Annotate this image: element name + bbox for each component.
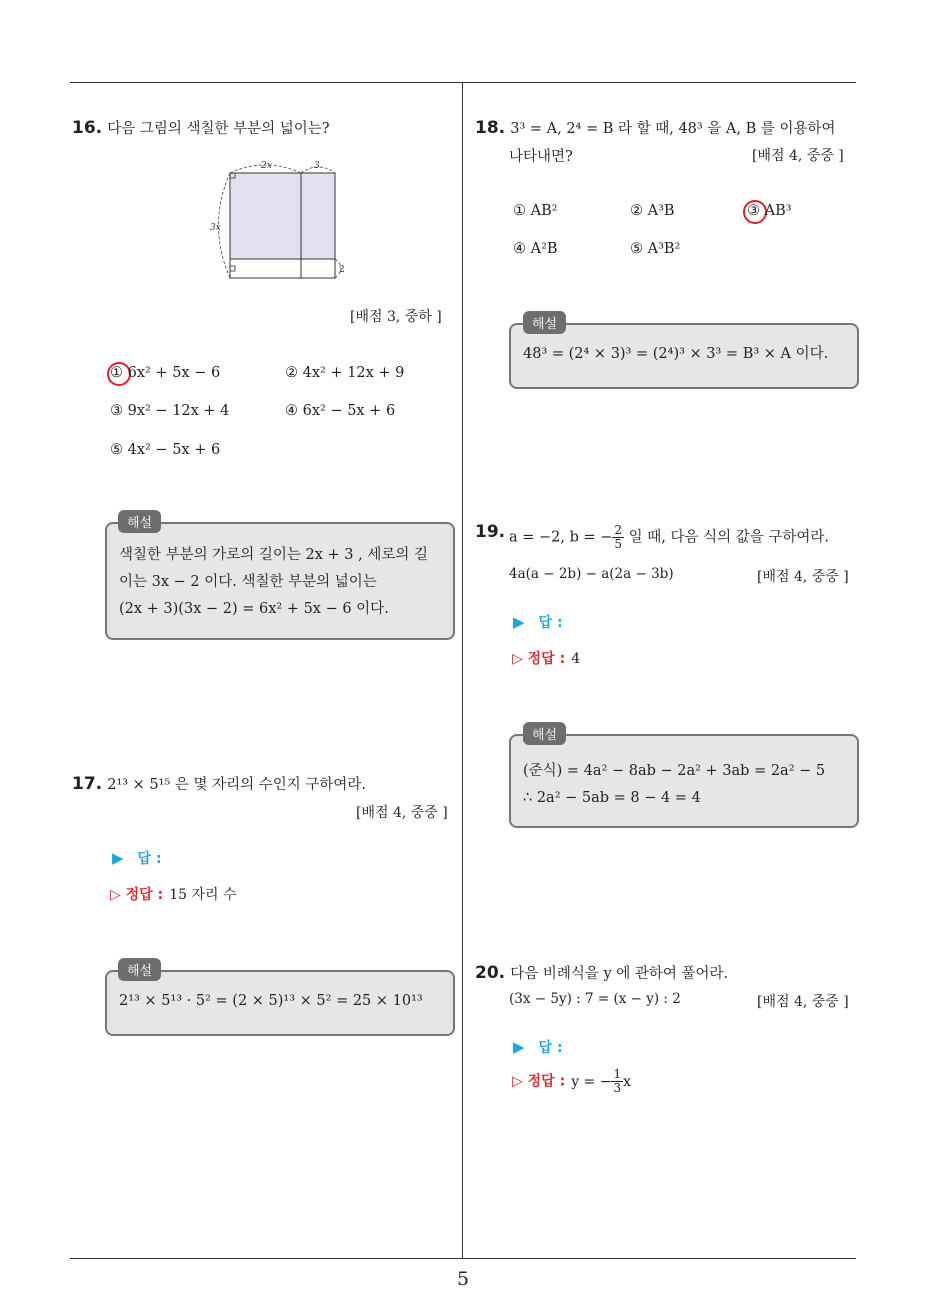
key-value (571, 1067, 632, 1095)
play-icon: ▶ (513, 1038, 525, 1056)
outline-triangle-icon: ▷ (110, 887, 121, 903)
question-text-line-1: 3³ = A, 2⁴ = B 라 할 때, 48³ 을 A, B 를 이용하여 (510, 121, 836, 137)
score: [배점 4, 중중 ] (356, 805, 448, 821)
solution-line-1: 색칠한 부분의 가로의 길이는 2x + 3 , 세로의 길 (119, 547, 428, 563)
solution-tab: 해설 (523, 311, 566, 334)
expression: (3x − 5y) : 7 = (x − y) : 2 (509, 991, 681, 1007)
fraction-denominator: 5 (614, 537, 623, 551)
score: [배점 4, 중중 ] (752, 148, 844, 164)
shaded-region (230, 173, 335, 259)
question-number: 19. (475, 522, 506, 542)
key-value: 15 자리 수 (169, 887, 237, 903)
score: [배점 4, 중중 ] (757, 569, 849, 585)
fraction-denominator: 3 (613, 1081, 622, 1095)
choice-2[interactable]: ② A³B (630, 203, 675, 219)
solution-tab: 해설 (118, 510, 161, 533)
solution-line-3: (2x + 3)(3x − 2) = 6x² + 5x − 6 이다. (119, 601, 389, 617)
label-2: 2 (339, 265, 345, 275)
solution-line-1: 2¹³ × 5¹³ · 5² = (2 × 5)¹³ × 5² = 25 × 10¹³ (119, 993, 423, 1009)
solution-box (105, 522, 455, 640)
choice-2[interactable]: ② 4x² + 12x + 9 (285, 365, 405, 381)
outline-triangle-icon: ▷ (512, 651, 523, 667)
correct-answer (512, 648, 580, 668)
answer-label: 답 : (538, 1040, 563, 1056)
answer-label: 답 : (137, 851, 162, 867)
question-text-post: 일 때, 다음 식의 값을 구하여라. (624, 529, 830, 546)
fraction (612, 524, 624, 551)
key-value: 4 (571, 651, 581, 667)
column-divider (462, 82, 463, 1258)
play-icon: ▶ (513, 613, 525, 631)
question-text-pre: a = −2, b = − (509, 529, 613, 546)
choice-1[interactable]: ① AB² (513, 203, 558, 219)
outline-triangle-icon: ▷ (512, 1073, 523, 1090)
fraction-numerator: 2 (614, 523, 623, 537)
question-number: 16. (72, 118, 103, 138)
question-17-header (72, 773, 366, 794)
solution-tab: 해설 (523, 722, 566, 745)
question-number: 17. (72, 774, 103, 794)
page-number: 5 (456, 1268, 470, 1290)
answer-field[interactable] (112, 848, 162, 868)
question-19-text (509, 524, 829, 551)
solution-line-2: 이는 3x − 2 이다. 색칠한 부분의 넓이는 (119, 574, 377, 590)
choice-5[interactable]: ⑤ A³B² (630, 241, 681, 257)
question-20-header (475, 962, 728, 983)
label-3: 3 (314, 161, 320, 171)
bottom-rule (70, 1258, 856, 1259)
key-label: 정답 : (125, 887, 164, 903)
key-label: 정답 : (527, 1073, 566, 1090)
key-pre: y = − (571, 1073, 612, 1090)
answer-label: 답 : (538, 615, 563, 631)
solution-tab: 해설 (118, 958, 161, 981)
question-text-line-2: 나타내면? (509, 149, 573, 165)
play-icon: ▶ (112, 849, 124, 867)
solution-box (509, 734, 859, 828)
label-2x: 2x (261, 161, 272, 171)
question-18-header (475, 117, 836, 138)
choice-4[interactable]: ④ 6x² − 5x + 6 (285, 403, 396, 419)
choice-3[interactable]: ③ AB³ (747, 203, 792, 219)
correct-answer (110, 884, 236, 904)
question-text: 다음 그림의 색칠한 부분의 넓이는? (107, 121, 330, 137)
solution-line-2: ∴ 2a² − 5ab = 8 − 4 = 4 (523, 790, 701, 806)
choice-3[interactable]: ③ 9x² − 12x + 4 (110, 403, 230, 419)
top-rule (70, 82, 856, 83)
question-number: 20. (475, 963, 506, 983)
choice-1[interactable]: ① 6x² + 5x − 6 (110, 365, 221, 381)
correct-answer (512, 1068, 631, 1095)
fraction (611, 1068, 623, 1095)
key-label: 정답 : (527, 651, 566, 667)
question-16-header (72, 117, 330, 138)
choice-4[interactable]: ④ A²B (513, 241, 558, 257)
answer-field[interactable] (513, 1037, 563, 1057)
score: [배점 3, 중하 ] (350, 309, 442, 325)
question-text: 다음 비례식을 y 에 관하여 풀어라. (510, 966, 729, 982)
score: [배점 4, 중중 ] (757, 994, 849, 1010)
rectangle-figure (205, 155, 355, 285)
choice-5[interactable]: ⑤ 4x² − 5x + 6 (110, 442, 221, 458)
question-number: 18. (475, 118, 506, 138)
solution-line-1: (준식) = 4a² − 8ab − 2a² + 3ab = 2a² − 5 (523, 763, 826, 779)
key-post: x (623, 1073, 632, 1090)
fraction-numerator: 1 (613, 1067, 622, 1081)
question-text: 2¹³ × 5¹⁵ 은 몇 자리의 수인지 구하여라. (107, 777, 367, 793)
expression: 4a(a − 2b) − a(2a − 3b) (509, 566, 674, 582)
answer-field[interactable] (513, 612, 563, 632)
solution-line-1: 48³ = (2⁴ × 3)³ = (2⁴)³ × 3³ = B³ × A 이다. (523, 346, 829, 362)
label-3x: 3x (210, 223, 221, 233)
